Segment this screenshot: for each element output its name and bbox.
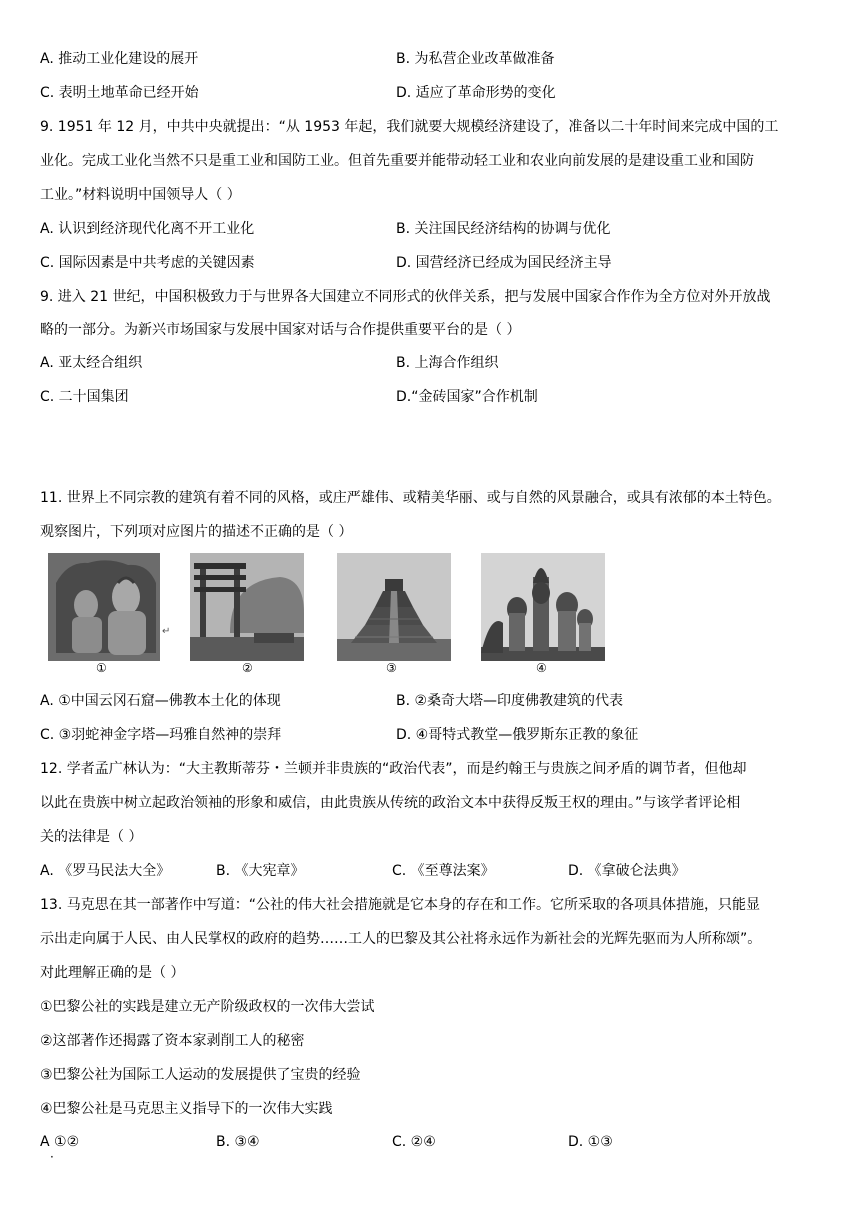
q12-option-d[interactable]: D. 《拿破仑法典》 — [568, 863, 686, 879]
q8-option-a[interactable]: A. 推动工业化建设的展开 — [40, 51, 199, 67]
q12-option-b[interactable]: B. 《大宪章》 — [216, 863, 305, 879]
q12-stem-line-1: 12. 学者孟广林认为：“大主教斯蒂芬・兰顿并非贵族的“政治代表”，而是约翰王与贵族之间矛盾的调节者，但他却 — [40, 761, 747, 777]
q11-stem-line-2: 观察图片，下列项对应图片的描述不正确的是（ ） — [40, 524, 353, 540]
q13-option-a[interactable]: A ①② — [40, 1134, 80, 1150]
q9b-option-a[interactable]: A. 亚太经合组织 — [40, 355, 143, 371]
q13-stem-line-1: 13. 马克思在其一部著作中写道：“公社的伟大社会措施就是它本身的存在和工作。它所采取的各项具体措施，只能显 — [40, 897, 760, 913]
q9a-option-a[interactable]: A. 认识到经济现代化离不开工业化 — [40, 221, 255, 237]
q9a-option-b[interactable]: B. 关注国民经济结构的协调与优化 — [396, 221, 611, 237]
q13-stem-line-2: 示出走向属于人民、由人民掌权的政府的趋势……工人的巴黎及其公社将永远作为新社会的光辉先驱而为人所称颂”。 — [40, 931, 762, 947]
sanchi-stupa-image — [190, 553, 304, 661]
kukulcan-pyramid-image — [337, 553, 451, 661]
q8-option-d[interactable]: D. 适应了革命形势的变化 — [396, 85, 556, 101]
q12-stem-line-2: 以此在贵族中树立起政治领袖的形象和威信，由此贵族从传统的政治文本中获得反叛王权的理由。”与该学者评论相 — [40, 795, 741, 811]
return-mark-icon: ↵ — [162, 626, 171, 637]
q13-option-d[interactable]: D. ①③ — [568, 1134, 613, 1150]
image-caption-4: ④ — [536, 661, 547, 675]
q12-stem-line-3: 关的法律是（ ） — [40, 829, 143, 845]
yungang-grottoes-image — [48, 553, 160, 661]
q9b-option-c[interactable]: C. 二十国集团 — [40, 389, 129, 405]
q9b-option-d[interactable]: D.“金砖国家”合作机制 — [396, 389, 538, 405]
q13-statement-2: ②这部著作还揭露了资本家剥削工人的秘密 — [40, 1033, 305, 1049]
st-basils-cathedral-image — [481, 553, 605, 661]
q9b-stem-line-1: 9. 进入 21 世纪，中国积极致力于与世界各大国建立不同形式的伙伴关系，把与发展中国家合作作为全方位对外开放战 — [40, 289, 771, 305]
q12-option-a[interactable]: A. 《罗马民法大全》 — [40, 863, 171, 879]
q11-option-c[interactable]: C. ③羽蛇神金字塔—玛雅自然神的崇拜 — [40, 727, 282, 743]
q13-statement-4: ④巴黎公社是马克思主义指导下的一次伟大实践 — [40, 1101, 333, 1117]
q11-option-b[interactable]: B. ②桑奇大塔—印度佛教建筑的代表 — [396, 693, 624, 709]
q13-statement-3: ③巴黎公社为国际工人运动的发展提供了宝贵的经验 — [40, 1067, 361, 1083]
q9a-stem-line-1: 9. 1951 年 12 月，中共中央就提出：“从 1953 年起，我们就要大规模经济建设了，准备以二十年时间来完成中国的工 — [40, 119, 779, 135]
q9a-option-d[interactable]: D. 国营经济已经成为国民经济主导 — [396, 255, 612, 271]
q9b-option-b[interactable]: B. 上海合作组织 — [396, 355, 499, 371]
q9a-option-c[interactable]: C. 国际因素是中共考虑的关键因素 — [40, 255, 255, 271]
image-caption-1: ① — [96, 661, 107, 675]
q11-option-a[interactable]: A. ①中国云冈石窟—佛教本土化的体现 — [40, 693, 281, 709]
q8-option-b[interactable]: B. 为私营企业改革做准备 — [396, 51, 555, 67]
q9b-stem-line-2: 略的一部分。为新兴市场国家与发展中国家对话与合作提供重要平台的是（ ） — [40, 322, 521, 338]
image-caption-2: ② — [242, 661, 253, 675]
q13-stem-line-3: 对此理解正确的是（ ） — [40, 965, 185, 981]
q11-option-d[interactable]: D. ④哥特式教堂—俄罗斯东正教的象征 — [396, 727, 639, 743]
q13-statement-1: ①巴黎公社的实践是建立无产阶级政权的一次伟大尝试 — [40, 999, 375, 1015]
q9a-stem-line-3: 工业。”材料说明中国领导人（ ） — [40, 187, 241, 203]
q9a-stem-line-2: 业化。完成工业化当然不只是重工业和国防工业。但首先重要并能带动轻工业和农业向前发展的是建设重工业和国防 — [40, 153, 754, 169]
q13-option-c[interactable]: C. ②④ — [392, 1134, 436, 1150]
q11-stem-line-1: 11. 世界上不同宗教的建筑有着不同的风格，或庄严雄伟、或精美华丽、或与自然的风景融合，或具有浓郁的本土特色。 — [40, 490, 781, 506]
q12-option-c[interactable]: C. 《至尊法案》 — [392, 863, 495, 879]
q8-option-c[interactable]: C. 表明土地革命已经开始 — [40, 85, 199, 101]
stray-dot-mark: · — [50, 1150, 54, 1164]
image-caption-3: ③ — [386, 661, 397, 675]
q13-option-b[interactable]: B. ③④ — [216, 1134, 260, 1150]
